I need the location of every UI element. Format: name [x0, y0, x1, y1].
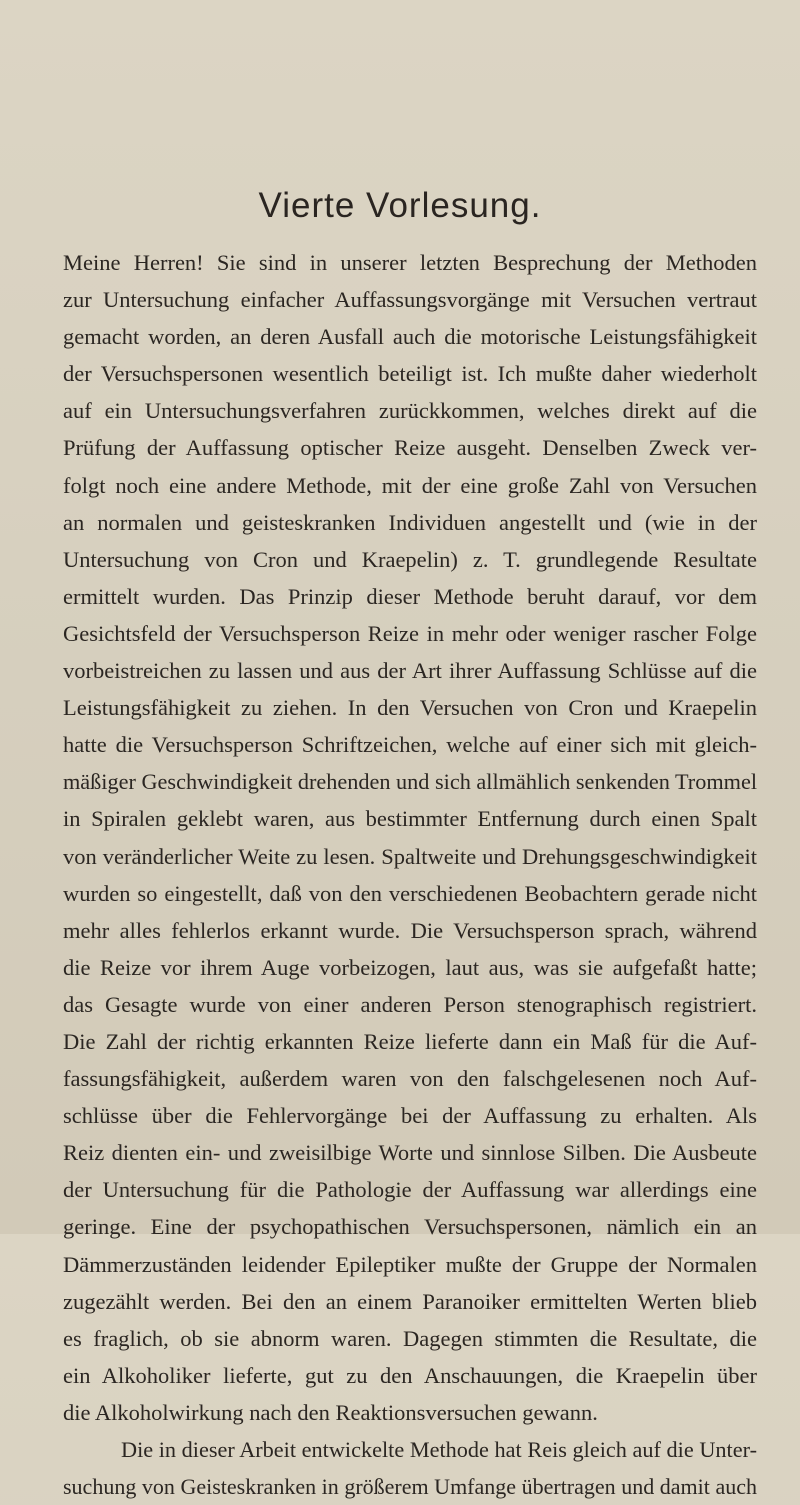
text-line: das Gesagte wurde von einer anderen Person stenographisch registriert. [63, 991, 757, 1017]
text-line: Dämmerzuständen leidender Epileptiker mußte der Gruppe der Normalen [63, 1251, 757, 1277]
text-line: die Alkoholwirkung nach den Reaktionsversuchen gewann. [63, 1399, 598, 1425]
text-line: mehr alles fehlerlos erkannt wurde. Die Versuchsperson sprach, während [63, 917, 757, 943]
text-line: Reiz dienten ein- und zweisilbige Worte und sinnlose Silben. Die Ausbeute [63, 1140, 757, 1166]
text-line: Leistungsfähigkeit zu ziehen. In den Versuchen von Cron und Kraepelin [63, 695, 757, 721]
text-line: suchung von Geisteskranken in größerem Umfange übertragen und damit auch [63, 1474, 757, 1500]
text-line: an normalen und geisteskranken Individuen angestellt und (wie in der [63, 509, 757, 535]
chapter-title: Vierte Vorlesung. [258, 186, 542, 225]
text-line: Die Zahl der richtig erkannten Reize lieferte dann ein Maß für die Auf- [63, 1028, 757, 1054]
text-line: die Reize vor ihrem Auge vorbeizogen, laut aus, was sie aufgefaßt hatte; [63, 954, 757, 980]
text-line: mäßiger Geschwindigkeit drehenden und sich allmählich senkenden Trommel [63, 769, 757, 795]
text-line: zur Untersuchung einfacher Auffassungsvorgänge mit Versuchen vertraut [63, 287, 757, 313]
text-line: der Versuchspersonen wesentlich beteiligt ist. Ich mußte daher wiederholt [63, 361, 757, 387]
text-line: zugezählt werden. Bei den an einem Paranoiker ermittelten Werten blieb [63, 1288, 757, 1314]
body-text [63, 244, 757, 1505]
text-line: ermittelt wurden. Das Prinzip dieser Methode beruht darauf, vor dem [63, 583, 757, 609]
text-line: fassungsfähigkeit, außerdem waren von den falschgelesenen noch Auf- [63, 1066, 757, 1092]
text-line: gemacht worden, an deren Ausfall auch die motorische Leistungsfähigkeit [63, 324, 757, 350]
text-line: geringe. Eine der psychopathischen Versuchspersonen, nämlich ein an [63, 1214, 757, 1240]
text-line: von veränderlicher Weite zu lesen. Spaltweite und Drehungsgeschwindigkeit [63, 843, 757, 869]
text-line: hatte die Versuchsperson Schriftzeichen, welche auf einer sich mit gleich- [63, 732, 757, 758]
text-line: Prüfung der Auffassung optischer Reize ausgeht. Denselben Zweck ver- [63, 435, 757, 461]
text-line: in Spiralen geklebt waren, aus bestimmter Entfernung durch einen Spalt [63, 806, 757, 832]
text-line: Untersuchung von Cron und Kraepelin) z. T. grundlegende Resultate [63, 546, 757, 572]
text-line: vorbeistreichen zu lassen und aus der Art ihrer Auffassung Schlüsse auf die [63, 658, 757, 684]
text-line: es fraglich, ob sie abnorm waren. Dagegen stimmten die Resultate, die [63, 1325, 757, 1351]
text-line: Die in dieser Arbeit entwickelte Methode hat Reis gleich auf die Unter- [121, 1437, 757, 1462]
text-line: ein Alkoholiker lieferte, gut zu den Anschauungen, die Kraepelin über [63, 1362, 757, 1388]
text-line: auf ein Untersuchungsverfahren zurückkommen, welches direkt auf die [63, 398, 757, 424]
text-line: schlüsse über die Fehlervorgänge bei der Auffassung zu erhalten. Als [63, 1103, 757, 1129]
text-line: der Untersuchung für die Pathologie der Auffassung war allerdings eine [63, 1177, 757, 1203]
text-line: wurden so eingestellt, daß von den verschiedenen Beobachtern gerade nicht [63, 880, 757, 906]
text-line: folgt noch eine andere Methode, mit der eine große Zahl von Versuchen [63, 472, 757, 498]
text-line: Meine Herren! Sie sind in unserer letzten Besprechung der Methoden [63, 250, 757, 275]
text-line: Gesichtsfeld der Versuchsperson Reize in mehr oder weniger rascher Folge [63, 620, 757, 646]
